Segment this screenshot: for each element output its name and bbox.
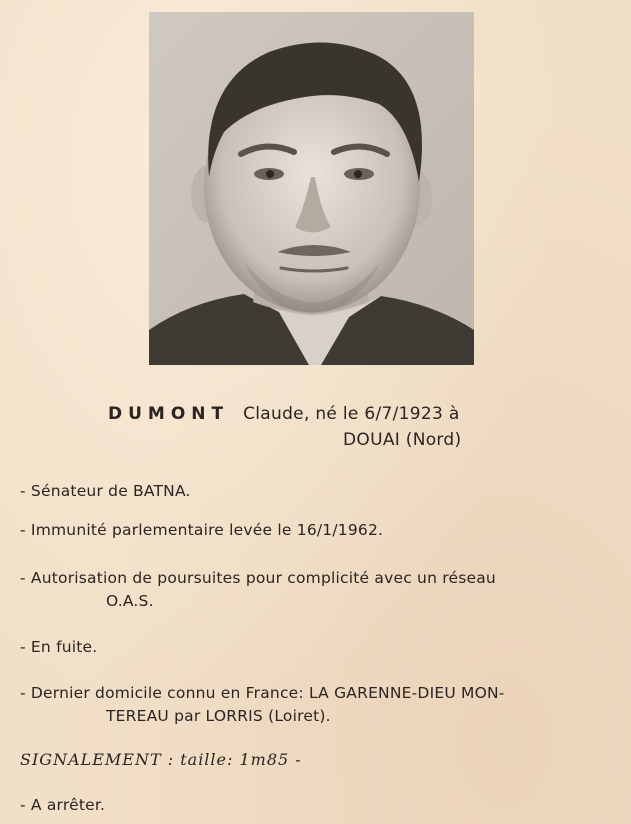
list-item: - Sénateur de BATNA. <box>20 482 191 500</box>
list-item: - Immunité parlementaire levée le 16/1/1962. <box>20 521 384 539</box>
given-name-and-birthdate: Claude, né le 6/7/1923 à <box>243 404 460 424</box>
list-item: - En fuite. <box>20 638 98 656</box>
person-name-line <box>108 404 460 424</box>
surname: DUMONT <box>108 404 230 424</box>
portrait-photo <box>149 12 474 365</box>
description-line: SIGNALEMENT : taille: 1m85 - <box>20 750 302 769</box>
list-item: - Dernier domicile connu en France: LA GARENNE-DIEU MON- <box>20 684 505 702</box>
list-item-continuation: O.A.S. <box>106 592 154 610</box>
birthplace: DOUAI (Nord) <box>343 430 462 450</box>
list-item-continuation: TEREAU par LORRIS (Loiret). <box>106 707 331 725</box>
list-item: - Autorisation de poursuites pour complicité avec un réseau <box>20 569 496 587</box>
final-instruction: - A arrêter. <box>20 796 106 814</box>
